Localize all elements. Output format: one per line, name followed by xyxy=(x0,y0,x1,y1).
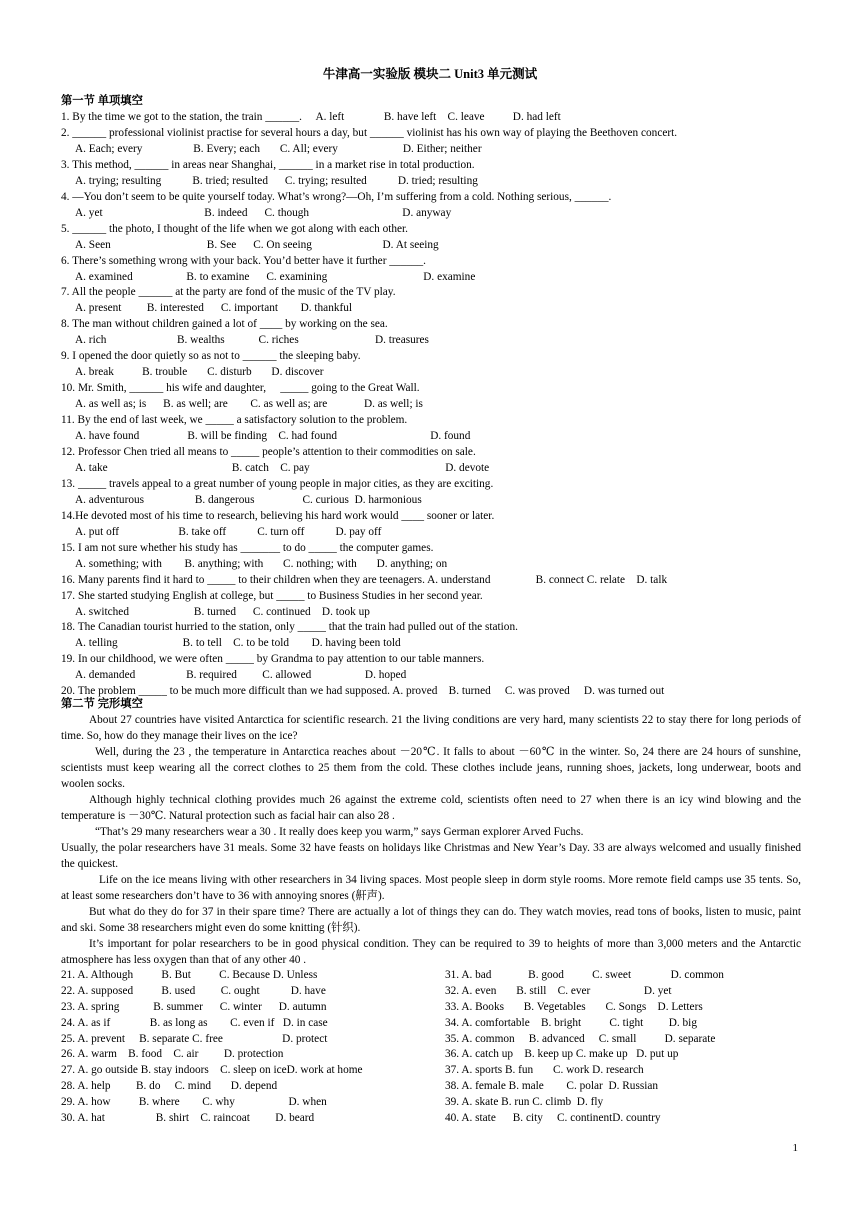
question-options: A. put off B. take off C. turn off D. pay off xyxy=(75,525,382,538)
question-options: A. trying; resulting B. tried; resulted C. trying; resulted D. tried; resulting xyxy=(75,174,478,187)
cloze-option-row: 21. A. Although B. But C. Because D. Unless xyxy=(61,969,318,981)
cloze-option-row: 37. A. sports B. fun C. work D. research xyxy=(445,1064,644,1077)
question-options: A. something; with B. anything; with C. nothing; with D. anything; on xyxy=(75,557,448,570)
question-options: A. break B. trouble C. disturb D. discover xyxy=(75,366,324,379)
question-options: A. have found B. will be finding C. had found D. found xyxy=(75,430,471,442)
question-stem: 16. Many parents find it hard to _____ to their children when they are teenagers. A. understand B. connect C. relate D. talk xyxy=(61,573,668,586)
question-options: A. present B. interested C. important D. thankful xyxy=(75,302,353,315)
question-stem: 2. ______ professional violinist practise for several hours a day, but ______ violinist has his own way of playing the Beethoven concert. xyxy=(61,127,678,139)
question-stem: 11. By the end of last week, we _____ a satisfactory solution to the problem. xyxy=(61,414,408,427)
question-stem: 18. The Canadian tourist hurried to the station, only _____ that the train had pulled out of the station. xyxy=(61,621,518,634)
question-options: A. Each; every B. Every; each C. All; every D. Either; neither xyxy=(75,142,482,155)
question-stem: 13. _____ travels appeal to a great number of young people in major cities, as they are exciting. xyxy=(61,477,494,490)
page-number: 1 xyxy=(792,1142,798,1154)
question-options: A. adventurous B. dangerous C. curious D. harmonious xyxy=(75,493,422,506)
question-options: A. yet B. indeed C. though D. anyway xyxy=(75,206,452,219)
cloze-option-row: 38. A. female B. male C. polar D. Russian xyxy=(445,1080,659,1093)
question-stem: 15. I am not sure whether his study has _______ to do _____ the computer games. xyxy=(61,541,434,554)
cloze-option-row: 39. A. skate B. run C. climb D. fly xyxy=(445,1096,604,1109)
question-options: A. demanded B. required C. allowed D. hoped xyxy=(75,669,407,682)
question-stem: 10. Mr. Smith, ______ his wife and daughter, _____ going to the Great Wall. xyxy=(61,382,420,395)
cloze-option-row: 24. A. as if B. as long as C. even if D. in case xyxy=(61,1016,328,1029)
options-right-column xyxy=(445,968,724,1127)
question-options: A. take B. catch C. pay D. devote xyxy=(75,461,490,474)
section2-heading: 第二节 完形填空 xyxy=(61,698,143,710)
cloze-option-row: 26. A. warm B. food C. air D. protection xyxy=(61,1048,284,1061)
question-stem: 6. There’s something wrong with your back. You’d better have it further ______. xyxy=(61,254,426,267)
question-options: A. rich B. wealths C. riches D. treasures xyxy=(75,334,429,347)
cloze-option-row: 28. A. help B. do C. mind D. depend xyxy=(61,1080,278,1093)
cloze-paragraph: It’s important for polar researchers to be in good physical condition. They can be required to 39 to heights of more than 3,000 meters and the Antarctic atmosphere has less oxygen than that of any other 40 . xyxy=(61,938,801,966)
cloze-paragraph: Although highly technical clothing provides much 26 against the extreme cold, scientists often need to 27 when there is an icy wind blowing and the temperature is －30℃. Natural protection such as facial hair can also 28 . xyxy=(61,794,801,822)
question-stem: 7. All the people ______ at the party are fond of the music of the TV play. xyxy=(61,286,396,299)
cloze-paragraph: But what do they do for 37 in their spare time? There are actually a lot of things they can do. They watch movies, read tons of books, listen to music, paint and ski. Some 38 researchers might even do some knitting (针织). xyxy=(61,906,801,934)
cloze-option-row: 27. A. go outside B. stay indoors C. sleep on iceD. work at home xyxy=(61,1064,363,1077)
cloze-paragraph: Usually, the polar researchers have 31 meals. Some 32 have feasts on holidays like Christmas and New Year’s Day. 33 are always welcomed and usually finished the quickest. xyxy=(61,842,801,870)
question-stem: 8. The man without children gained a lot of ____ by working on the sea. xyxy=(61,318,388,331)
question-stem: 3. This method, ______ in areas near Shanghai, ______ in a market rise in total production. xyxy=(61,158,475,171)
cloze-option-row: 34. A. comfortable B. bright C. tight D. big xyxy=(445,1016,697,1029)
cloze-option-row: 30. A. hat B. shirt C. raincoat D. beard xyxy=(61,1112,315,1125)
question-stem: 9. I opened the door quietly so as not to ______ the sleeping baby. xyxy=(61,350,361,363)
question-stem: 1. By the time we got to the station, the train ______. A. left B. have left C. leave D. had left xyxy=(61,111,561,123)
cloze-paragraph: Well, during the 23 , the temperature in Antarctica reaches about －20℃. It falls to about －60℃ in the winter. So, 24 there are 24 hours of sunshine, scientists must keep wearing all the correct clothes to 25 them from the cold. These clothes include jeans, running shoes, jackets, long underwear, boots and woolen socks. xyxy=(61,746,801,790)
question-stem: 19. In our childhood, we were often _____ by Grandma to pay attention to our table manners. xyxy=(61,653,485,666)
cloze-option-row: 40. A. state B. city C. continentD. country xyxy=(445,1112,661,1125)
cloze-paragraph: About 27 countries have visited Antarctica for scientific research. 21 the living conditions are very hard, many scientists 22 to stay there for long periods of time. So, how do they manage their lives on the ice? xyxy=(61,714,801,742)
question-stem: 20. The problem _____ to be much more difficult than we had supposed. A. proved B. turned C. was proved D. was turned out xyxy=(61,685,665,698)
question-options: A. telling B. to tell C. to be told D. having been told xyxy=(75,637,401,650)
cloze-option-row: 36. A. catch up B. keep up C. make up D. put up xyxy=(445,1048,679,1061)
question-options: A. as well as; is B. as well; are C. as well as; are D. as well; is xyxy=(75,398,423,411)
question-stem: 12. Professor Chen tried all means to _____ people’s attention to their commodities on sale. xyxy=(61,445,476,458)
question-stem: 14.He devoted most of his time to research, believing his hard work would ____ sooner or later. xyxy=(61,509,495,522)
cloze-option-row: 32. A. even B. still C. ever D. yet xyxy=(445,984,672,997)
question-options: A. examined B. to examine C. examining D. examine xyxy=(75,270,476,283)
cloze-option-row: 35. A. common B. advanced C. small D. separate xyxy=(445,1032,716,1045)
cloze-option-row: 23. A. spring B. summer C. winter D. autumn xyxy=(61,1000,327,1013)
cloze-paragraph: Life on the ice means living with other researchers in 34 living spaces. Most people sleep in dorm style rooms. More remote field camps use 35 tents. So, at least some researchers don’t have to 36 with annoying snores (鼾声). xyxy=(61,874,801,902)
section1-heading: 第一节 单项填空 xyxy=(61,95,143,107)
cloze-option-row: 29. A. how B. where C. why D. when xyxy=(61,1096,327,1109)
question-stem: 5. ______ the photo, I thought of the life when we got along with each other. xyxy=(61,222,408,235)
question-stem: 17. She started studying English at college, but _____ to Business Studies in her second year. xyxy=(61,589,483,602)
question-options: A. switched B. turned C. continued D. took up xyxy=(75,605,370,618)
cloze-option-row: 31. A. bad B. good C. sweet D. common xyxy=(445,969,724,981)
document-title: 牛津高一实验版 模块二 Unit3 单元测试 xyxy=(322,67,538,81)
question-options: A. Seen B. See C. On seeing D. At seeing xyxy=(75,238,439,251)
cloze-paragraph: “That’s 29 many researchers wear a 30 . It really does keep you warm,” says German explorer Arved Fuchs. xyxy=(95,826,584,838)
cloze-option-row: 33. A. Books B. Vegetables C. Songs D. Letters xyxy=(445,1000,703,1013)
options-left-column xyxy=(61,968,363,1127)
cloze-option-row: 25. A. prevent B. separate C. free D. protect xyxy=(61,1032,328,1045)
cloze-option-row: 22. A. supposed B. used C. ought D. have xyxy=(61,984,326,997)
question-stem: 4. —You don’t seem to be quite yourself today. What’s wrong?—Oh, I’m suffering from a cold. Nothing serious, ______. xyxy=(61,190,612,203)
